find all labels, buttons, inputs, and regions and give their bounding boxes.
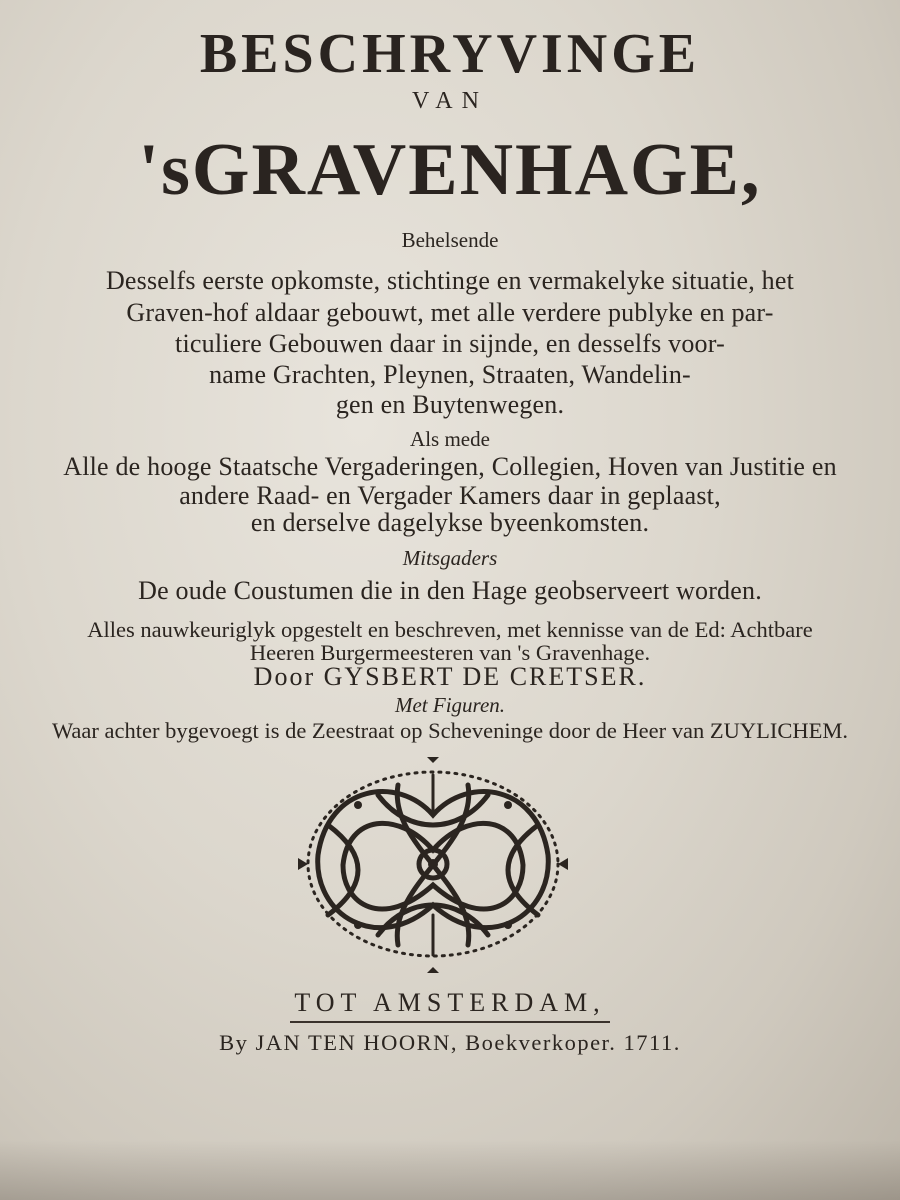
title-beschryvinge: BESCHRYVINGE (199, 23, 701, 85)
imprint-divider (290, 1021, 610, 1023)
assemblies-line-3: en derselve dagelykse byeenkomsten. (250, 508, 650, 537)
author-line: Door GYSBERT DE CRETSER. (253, 662, 647, 691)
mitsgaders-label: Mitsgaders (402, 546, 498, 570)
appendix-line: Waar achter bygevoegt is de Zeestraat op Scheveninge door de Heer van ZUYLICHEM. (51, 718, 848, 743)
assemblies-line-1: Alle de hooge Staatsche Vergaderingen, Collegien, Hoven van Justitie en (63, 452, 837, 481)
als-mede-label: Als mede (410, 427, 490, 451)
description-line-2: Graven-hof aldaar gebouwt, met alle verdere publyke en par- (126, 298, 774, 327)
description-line-4: name Grachten, Pleynen, Straaten, Wandelin- (209, 360, 691, 389)
description-line-1: Desselfs eerste opkomste, stichtinge en vermakelyke situatie, het (105, 266, 795, 295)
assemblies-line-2: andere Raad- en Vergader Kamers daar in geplaast, (179, 481, 721, 510)
behelsende-label: Behelsende (401, 228, 499, 252)
imprint-publisher: By JAN TEN HOORN, Boekverkoper. 1711. (219, 1030, 681, 1055)
description-line-5: gen en Buytenwegen. (335, 390, 565, 419)
title-gravenhage: 'sGRAVENHAGE, (138, 129, 762, 211)
title-van: VAN (412, 88, 488, 114)
description-line-3: ticuliere Gebouwen daar in sijnde, en desselfs voor- (175, 329, 725, 358)
costumen-line: De oude Coustumen die in den Hage geobserveert worden. (138, 576, 762, 605)
met-figuren-label: Met Figuren. (394, 693, 506, 717)
imprint-place: TOT AMSTERDAM, (294, 988, 606, 1017)
compiled-line-1: Alles nauwkeuriglyk opgestelt en beschreven, met kennisse van de Ed: Achtbare (87, 617, 813, 642)
compiled-line-2: Heeren Burgermeesteren van 's Gravenhage. (249, 640, 651, 665)
interlaced-monogram-ornament-icon (288, 755, 578, 973)
